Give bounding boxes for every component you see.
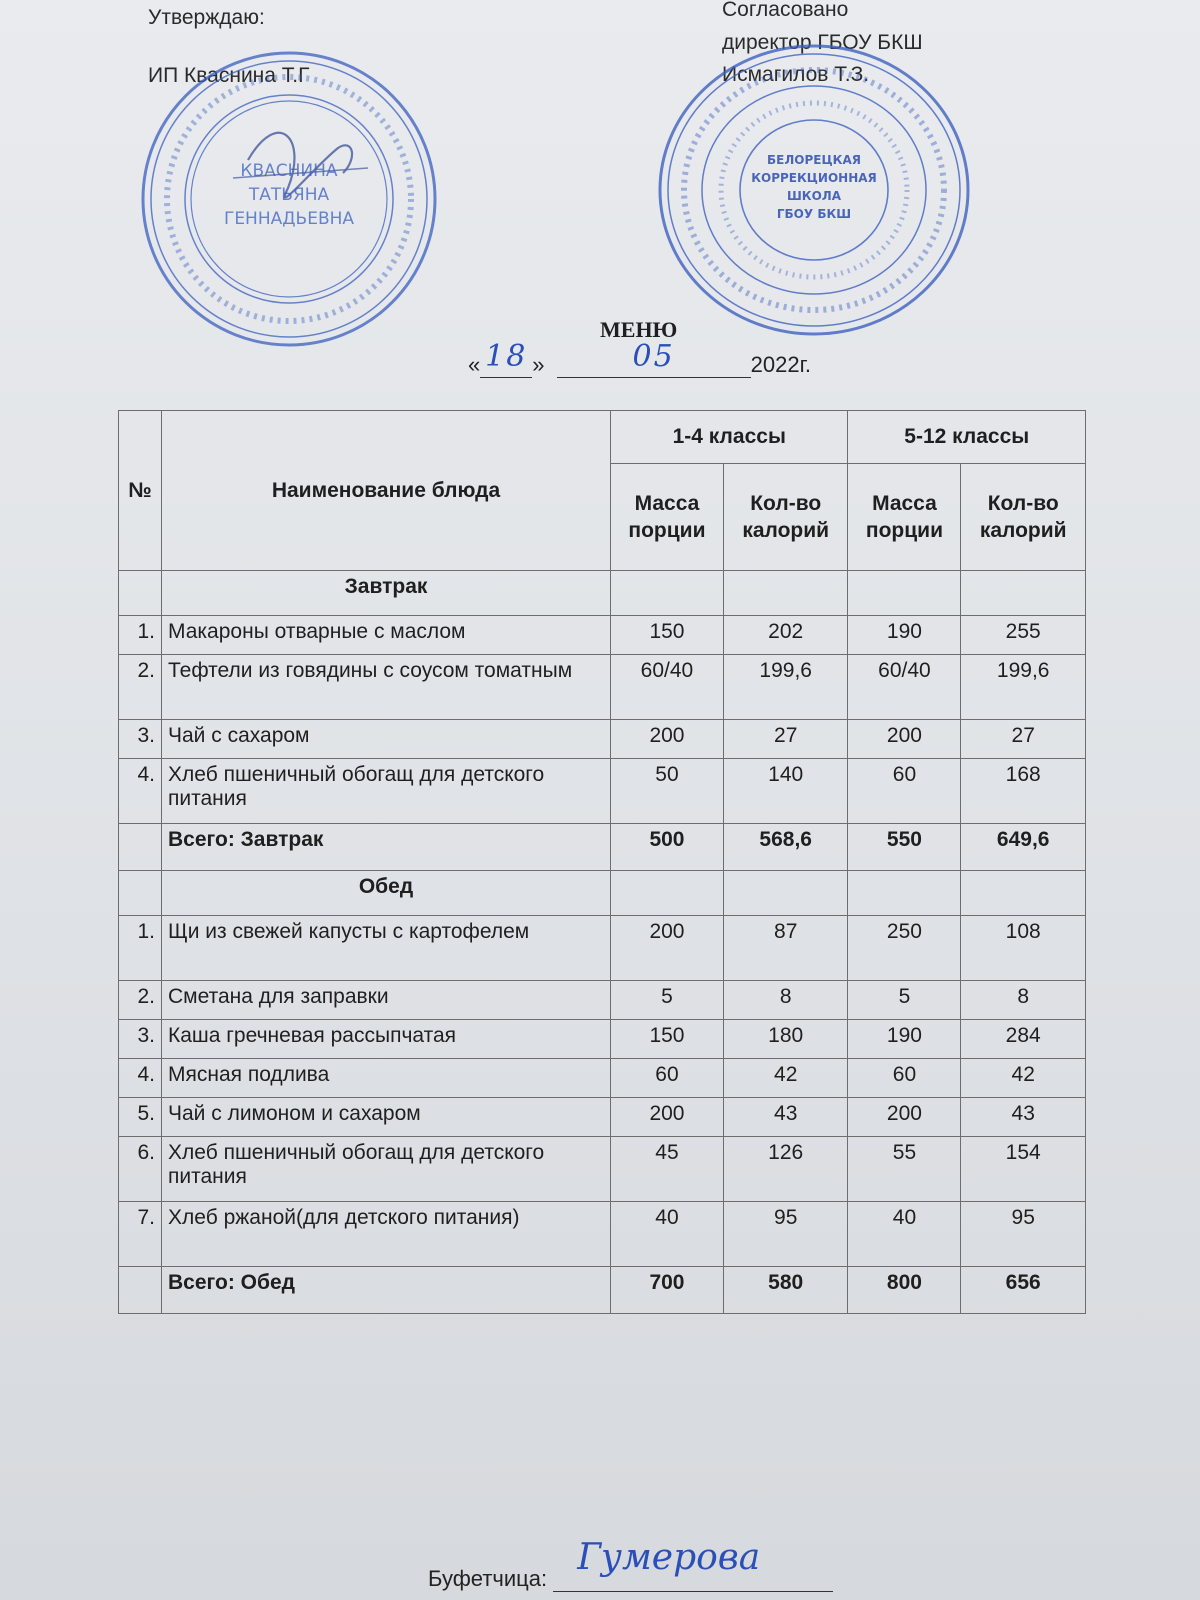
dish-name: Чай с лимоном и сахаром bbox=[162, 1098, 611, 1137]
page-title: МЕНЮ bbox=[600, 317, 678, 342]
total-num-cell bbox=[119, 824, 162, 871]
group-header-1-4: 1-4 классы bbox=[611, 411, 848, 464]
empty-cell bbox=[611, 571, 724, 616]
mass-5-12: 5 bbox=[848, 981, 961, 1020]
total-mass-5-12: 800 bbox=[848, 1267, 961, 1314]
row-number: 3. bbox=[119, 720, 162, 759]
calories-5-12: 8 bbox=[961, 981, 1086, 1020]
stamp-text: КВАСНИНА bbox=[240, 161, 338, 181]
sub-header-calories: Кол-во калорий bbox=[961, 464, 1086, 571]
mass-5-12: 60 bbox=[848, 759, 961, 824]
date-year: 2022г. bbox=[750, 352, 812, 377]
calories-1-4: 87 bbox=[723, 916, 848, 981]
mass-5-12: 60/40 bbox=[848, 655, 961, 720]
stamp-text: КОРРЕКЦИОННАЯ bbox=[751, 171, 877, 185]
calories-5-12: 95 bbox=[961, 1202, 1086, 1267]
mass-5-12: 55 bbox=[848, 1137, 961, 1202]
total-calories-5-12: 649,6 bbox=[961, 824, 1086, 871]
empty-cell bbox=[611, 871, 724, 916]
calories-1-4: 27 bbox=[723, 720, 848, 759]
mass-5-12: 200 bbox=[848, 1098, 961, 1137]
stamp-text: ТАТЬЯНА bbox=[248, 185, 330, 205]
dish-name: Тефтели из говядины с соусом томатным bbox=[162, 655, 611, 720]
total-calories-1-4: 568,6 bbox=[723, 824, 848, 871]
section-label: Завтрак bbox=[162, 571, 611, 616]
table-row bbox=[119, 1059, 1086, 1098]
section-row bbox=[119, 871, 1086, 916]
date-month-blank bbox=[557, 339, 751, 378]
total-mass-5-12: 550 bbox=[848, 824, 961, 871]
mass-5-12: 190 bbox=[848, 1020, 961, 1059]
sub-header-mass: Масса порции bbox=[848, 464, 961, 571]
calories-1-4: 42 bbox=[723, 1059, 848, 1098]
calories-1-4: 199,6 bbox=[723, 655, 848, 720]
table-row bbox=[119, 981, 1086, 1020]
stamp-text: ГБОУ БКШ bbox=[776, 207, 852, 221]
dish-name: Сметана для заправки bbox=[162, 981, 611, 1020]
mass-5-12: 200 bbox=[848, 720, 961, 759]
total-calories-1-4: 580 bbox=[723, 1267, 848, 1314]
calories-5-12: 168 bbox=[961, 759, 1086, 824]
mass-5-12: 60 bbox=[848, 1059, 961, 1098]
mass-1-4: 150 bbox=[611, 616, 724, 655]
calories-5-12: 42 bbox=[961, 1059, 1086, 1098]
approve-name: ИП Кваснина Т.Г bbox=[148, 64, 310, 87]
stamp-text: БЕЛОРЕЦКАЯ bbox=[767, 153, 861, 167]
stamp-text: ШКОЛА bbox=[786, 189, 842, 203]
dish-name: Хлеб пшеничный обогащ для детского питания bbox=[162, 759, 611, 824]
section-num-cell bbox=[119, 871, 162, 916]
date-open-quote: « bbox=[468, 352, 481, 377]
total-num-cell bbox=[119, 1267, 162, 1314]
table-row bbox=[119, 655, 1086, 720]
calories-5-12: 43 bbox=[961, 1098, 1086, 1137]
calories-1-4: 8 bbox=[723, 981, 848, 1020]
table-row bbox=[119, 916, 1086, 981]
mass-1-4: 200 bbox=[611, 720, 724, 759]
mass-1-4: 40 bbox=[611, 1202, 724, 1267]
total-label: Всего: Обед bbox=[162, 1267, 611, 1314]
total-row bbox=[119, 1267, 1086, 1314]
row-number: 7. bbox=[119, 1202, 162, 1267]
total-mass-1-4: 500 bbox=[611, 824, 724, 871]
section-label: Обед bbox=[162, 871, 611, 916]
empty-cell bbox=[848, 571, 961, 616]
handwritten-signature: Гумерова bbox=[577, 1537, 761, 1578]
dish-name: Чай с сахаром bbox=[162, 720, 611, 759]
calories-5-12: 199,6 bbox=[961, 655, 1086, 720]
mass-1-4: 60 bbox=[611, 1059, 724, 1098]
empty-cell bbox=[723, 871, 848, 916]
date-close-quote: » bbox=[532, 352, 545, 377]
signature-line bbox=[428, 1537, 833, 1592]
section-num-cell bbox=[119, 571, 162, 616]
col-num-header: № bbox=[119, 411, 162, 571]
date-day-blank bbox=[480, 339, 532, 378]
total-row bbox=[119, 824, 1086, 871]
signature-label: Буфетчица: bbox=[428, 1566, 548, 1591]
table-row bbox=[119, 1202, 1086, 1267]
menu-table-body bbox=[119, 571, 1086, 1314]
calories-1-4: 95 bbox=[723, 1202, 848, 1267]
mass-5-12: 40 bbox=[848, 1202, 961, 1267]
calories-1-4: 180 bbox=[723, 1020, 848, 1059]
mass-1-4: 60/40 bbox=[611, 655, 724, 720]
dish-name: Каша гречневая рассыпчатая bbox=[162, 1020, 611, 1059]
agree-name: Исмагилов Т.З. bbox=[722, 63, 870, 87]
table-row bbox=[119, 720, 1086, 759]
dish-name: Макароны отварные с маслом bbox=[162, 616, 611, 655]
date-month: 05 bbox=[632, 339, 675, 374]
total-mass-1-4: 700 bbox=[611, 1267, 724, 1314]
row-number: 1. bbox=[119, 916, 162, 981]
calories-1-4: 202 bbox=[723, 616, 848, 655]
dish-name: Щи из свежей капусты с картофелем bbox=[162, 916, 611, 981]
calories-5-12: 255 bbox=[961, 616, 1086, 655]
right-stamp bbox=[654, 40, 974, 340]
mass-1-4: 50 bbox=[611, 759, 724, 824]
row-number: 3. bbox=[119, 1020, 162, 1059]
total-label: Всего: Завтрак bbox=[162, 824, 611, 871]
table-row bbox=[119, 1137, 1086, 1202]
calories-5-12: 284 bbox=[961, 1020, 1086, 1059]
dish-name: Хлеб пшеничный обогащ для детского питания bbox=[162, 1137, 611, 1202]
mass-1-4: 45 bbox=[611, 1137, 724, 1202]
mass-5-12: 190 bbox=[848, 616, 961, 655]
agree-position: директор ГБОУ БКШ bbox=[722, 30, 923, 54]
col-name-header: Наименование блюда bbox=[162, 411, 611, 571]
empty-cell bbox=[723, 571, 848, 616]
mass-5-12: 250 bbox=[848, 916, 961, 981]
mass-1-4: 200 bbox=[611, 916, 724, 981]
group-header-5-12: 5-12 классы bbox=[848, 411, 1086, 464]
approve-label: Утверждаю: bbox=[148, 6, 265, 29]
table-row bbox=[119, 759, 1086, 824]
row-number: 2. bbox=[119, 655, 162, 720]
row-number: 4. bbox=[119, 759, 162, 824]
sub-header-calories: Кол-во калорий bbox=[723, 464, 848, 571]
empty-cell bbox=[961, 871, 1086, 916]
date-day: 18 bbox=[485, 339, 528, 374]
calories-1-4: 140 bbox=[723, 759, 848, 824]
calories-1-4: 43 bbox=[723, 1098, 848, 1137]
mass-1-4: 150 bbox=[611, 1020, 724, 1059]
calories-5-12: 108 bbox=[961, 916, 1086, 981]
menu-table bbox=[118, 410, 1086, 1314]
table-row bbox=[119, 1020, 1086, 1059]
calories-5-12: 154 bbox=[961, 1137, 1086, 1202]
table-row bbox=[119, 1098, 1086, 1137]
total-calories-5-12: 656 bbox=[961, 1267, 1086, 1314]
mass-1-4: 200 bbox=[611, 1098, 724, 1137]
agree-label: Согласовано bbox=[722, 0, 849, 21]
left-stamp bbox=[138, 48, 440, 350]
mass-1-4: 5 bbox=[611, 981, 724, 1020]
stamp-text: ГЕННАДЬЕВНА bbox=[223, 209, 355, 229]
empty-cell bbox=[848, 871, 961, 916]
row-number: 5. bbox=[119, 1098, 162, 1137]
row-number: 1. bbox=[119, 616, 162, 655]
section-row bbox=[119, 571, 1086, 616]
calories-5-12: 27 bbox=[961, 720, 1086, 759]
row-number: 6. bbox=[119, 1137, 162, 1202]
signature-blank bbox=[553, 1537, 833, 1592]
dish-name: Хлеб ржаной(для детского питания) bbox=[162, 1202, 611, 1267]
row-number: 4. bbox=[119, 1059, 162, 1098]
date-line bbox=[468, 339, 812, 378]
table-row bbox=[119, 616, 1086, 655]
calories-1-4: 126 bbox=[723, 1137, 848, 1202]
dish-name: Мясная подлива bbox=[162, 1059, 611, 1098]
sub-header-mass: Масса порции bbox=[611, 464, 724, 571]
empty-cell bbox=[961, 571, 1086, 616]
row-number: 2. bbox=[119, 981, 162, 1020]
